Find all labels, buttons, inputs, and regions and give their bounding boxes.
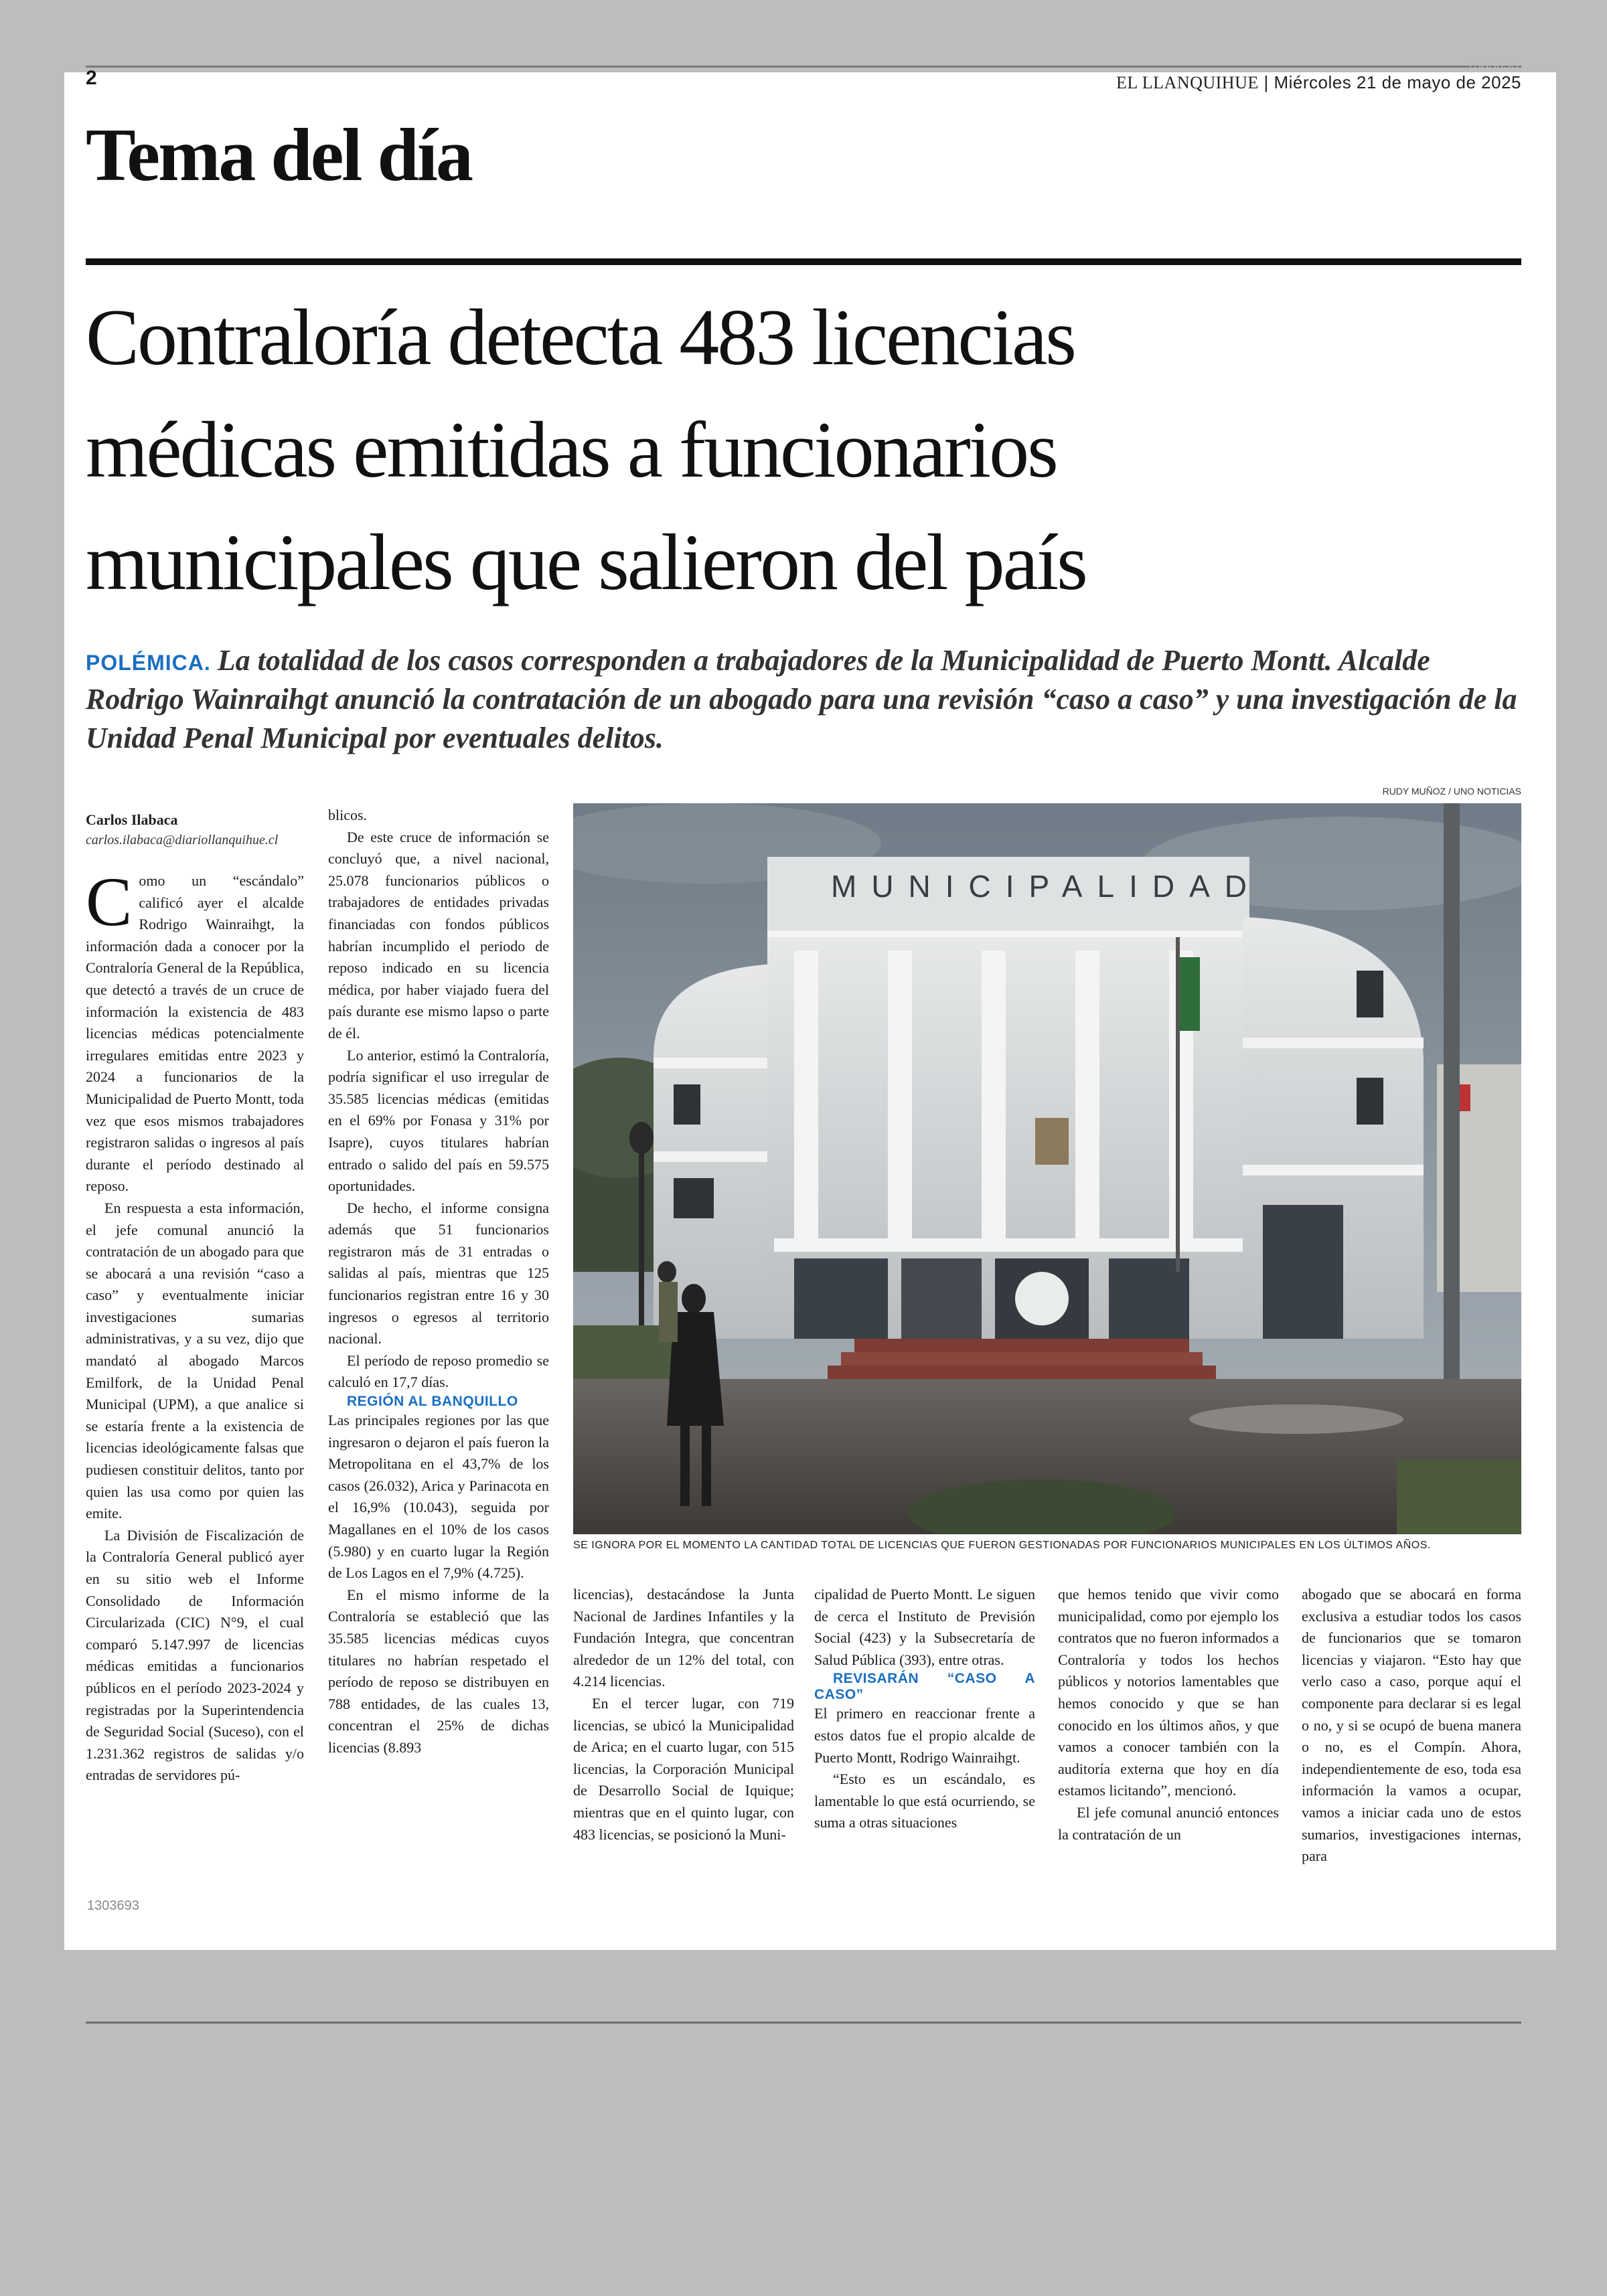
byline-email: carlos.ilabaca@diariollanquihue.cl bbox=[86, 833, 279, 847]
paragraph: La División de Fiscalización de la Contraloría General publicó ayer en su sitio web el Informe Consolidado de Información Circularizada (CIC) N°9, el cual comparó 5.147.997 de licencias médicas emitidas a funcionarios públicos en el período 2023-2024 y registradas por la Superintendencia de Seguridad Social (Suceso), con el 1.231.362 registros de salidas y/o entradas de servidores pú- bbox=[86, 1526, 304, 1784]
dek-text: La totalidad de los casos corresponden a trabajadores de la Municipalidad de Puerto Montt. Alcalde Rodrigo Wainraihgt anunció la contratación de un abogado para una revisión “caso a caso” y una investigación de la Unidad Penal Municipal por eventuales delitos. bbox=[86, 644, 1517, 754]
headline-line: médicas emitidas a funcionarios bbox=[86, 405, 1057, 494]
masthead: EL LLANQUIHUE | Miércoles 21 de mayo de 2025 bbox=[1116, 72, 1521, 92]
paragraph: cipalidad de Puerto Montt. Le siguen de cerca el Instituto de Previsión Social (423) y la Subsecretaría de Salud Pública (393), entre otras. bbox=[814, 1586, 1035, 1668]
dek-kicker: POLÉMICA. bbox=[86, 651, 211, 675]
bottom-rule bbox=[86, 2022, 1521, 2024]
photo-credit: RUDY MUÑOZ / UNO NOTICIAS bbox=[1382, 786, 1521, 797]
section-rule bbox=[86, 258, 1521, 265]
paragraph: abogado que se abocará en forma exclusiva a estudiar todos los casos de funcionarios que se tomaron licencias y viajaron. “Esto hay que verlo caso a caso, porque aquí el componente para declarar si es legal o no, y si se ocupó de buena manera o no, es el Compín. Ahora, independientemente de eso, toda esa información la vamos a ocupar, vamos a iniciar cada uno de estos sumarios, investigaciones internas, para bbox=[1302, 1586, 1521, 1865]
publication-name: EL LLANQUIHUE bbox=[1116, 73, 1259, 92]
paragraph: En el mismo informe de la Contraloría se estableció que las 35.585 licencias médicas cuyos titulares no habrían respetado el período de reposo se distribuyen en 788 entidades, de las cuales 13, concentran el 25% de dichas licencias (8.893 bbox=[328, 1586, 549, 1756]
subhead-caso: REVISARÁN “CASO A CASO” bbox=[814, 1671, 1035, 1703]
article-column-6 bbox=[1302, 1584, 1521, 1868]
byline-name: Carlos Ilabaca bbox=[86, 811, 178, 828]
paragraph: “Esto es un escándalo, es lamentable lo que está ocurriendo, se suma a otras situaciones bbox=[814, 1771, 1035, 1831]
doc-id-top: 1303693 bbox=[1466, 58, 1519, 72]
article-column-2 bbox=[328, 805, 549, 1759]
article-column-5 bbox=[1058, 1584, 1279, 1846]
paragraph: blicos. bbox=[328, 807, 368, 823]
paragraph: Las principales regiones por las que ingresaron o dejaron el país fueron la Metropolitana en el 43,7% de los casos (26.032), Arica y Parinacota en el 16,9% (10.043), seguida por Magallanes en el 10% de los casos (5.980) y en cuarto lugar la Región de Los Lagos en el 7,9% (4.725). bbox=[328, 1412, 549, 1582]
building-sign: MUNICIPALIDAD bbox=[831, 869, 1261, 904]
section-title: Tema del día bbox=[86, 114, 471, 197]
paragraph: El jefe comunal anunció entonces la contratación de un bbox=[1058, 1803, 1279, 1843]
paragraph bbox=[86, 864, 304, 1198]
headline bbox=[86, 281, 1525, 619]
paragraph: De este cruce de información se concluyó que, a nivel nacional, 25.078 funcionarios públicos o trabajadores de entidades privadas financiadas con fondos públicos habrían incumplido el periodo de reposo indicado en su licencia médica, por haber viajado fuera del país durante ese mismo lapso o parte de él. bbox=[328, 828, 549, 1042]
headline-line: Contraloría detecta 483 licencias bbox=[86, 293, 1075, 382]
paragraph: El primero en reaccionar frente a estos datos fue el propio alcalde de Puerto Montt, Rodrigo Wainraihgt. bbox=[814, 1705, 1035, 1766]
top-rule bbox=[86, 66, 1521, 68]
article-column-1 bbox=[86, 864, 304, 1787]
municipality-photo bbox=[573, 803, 1521, 1534]
paragraph: licencias), destacándose la Junta Nacional de Jardines Infantiles y la Fundación Integra, que concentran alrededor de un 12% del total, con 4.214 licencias. bbox=[573, 1586, 794, 1690]
subhead-region: REGIÓN AL BANQUILLO bbox=[347, 1394, 518, 1410]
article-column-3 bbox=[573, 1584, 794, 1846]
paragraph: Lo anterior, estimó la Contraloría, podría significar el uso irregular de 35.585 licencias médicas (emitidas en el 69% por Fonasa y 31% por Isapre), cuyos titulares habrían entrado o salido del país en 59.575 oportunidades. bbox=[328, 1046, 549, 1195]
drop-cap: C bbox=[86, 864, 133, 940]
dek bbox=[86, 641, 1519, 758]
paragraph: En respuesta a esta información, el jefe comunal anunció la contratación de un abogado para que se abocará a una revisión “caso a caso” y eventualmente iniciar investigaciones sumarias administrativas, y a su vez, dijo que mandató al abogado Marcos Emilfork, de la Unidad Penal Municipal (UPM), a que analice si se estaría frente a la existencia de licencias ideológicamente falsas que pudiesen constituir delitos, tanto por quien las usa como por quien las emite. bbox=[86, 1199, 304, 1522]
article-column-4 bbox=[814, 1584, 1035, 1834]
paragraph: En el tercer lugar, con 719 licencias, se ubicó la Municipalidad de Arica; en el cuarto lugar, con 515 licencias, la Corporación Municipal de Desarrollo Social de Iquique; mientras que en el quinto lugar, con 483 licencias, se posicionó la Muni- bbox=[573, 1694, 794, 1843]
paragraph-text: omo un “escándalo” calificó ayer el alcalde Rodrigo Wainraihgt, la información dada a conocer por la Contraloría General de la República, que detectó a través de un cruce de información la existencia de 483 licencias médicas potencialmente irregulares emitidas entre 2023 y 2024 a funcionarios de la Municipalidad de Puerto Montt, toda vez que esos mismos trabajadores registraron salidas o ingresos al país durante el período destinado al reposo. bbox=[86, 872, 304, 1195]
paragraph: De hecho, el informe consigna además que 51 funcionarios registraron más de 31 entradas o salidas al país, mientras que 125 funcionarios registran entre 16 y 30 ingresos o egresos al territorio nacional. bbox=[328, 1199, 549, 1347]
paragraph: El período de reposo promedio se calculó en 17,7 días. bbox=[328, 1351, 549, 1391]
publication-date: Miércoles 21 de mayo de 2025 bbox=[1274, 72, 1521, 92]
photo-caption: SE IGNORA POR EL MOMENTO LA CANTIDAD TOTAL DE LICENCIAS QUE FUERON GESTIONADAS POR FUNCIONARIOS MUNICIPALES EN LOS ÚLTIMOS AÑOS. bbox=[573, 1540, 1431, 1551]
page-number: 2 bbox=[86, 67, 97, 89]
headline-line: municipales que salieron del país bbox=[86, 517, 1086, 606]
doc-id-bottom: 1303693 bbox=[87, 1898, 139, 1913]
paragraph: que hemos tenido que vivir como municipalidad, como por ejemplo los contratos que no fueron informados a Contraloría y todos los hechos públicos y notorios lamentables que hemos conocido y que se han conocido en los últimos años, y que vamos a conocer también con la auditoría externa que hoy en día estamos licitando”, mencionó. bbox=[1058, 1586, 1279, 1799]
